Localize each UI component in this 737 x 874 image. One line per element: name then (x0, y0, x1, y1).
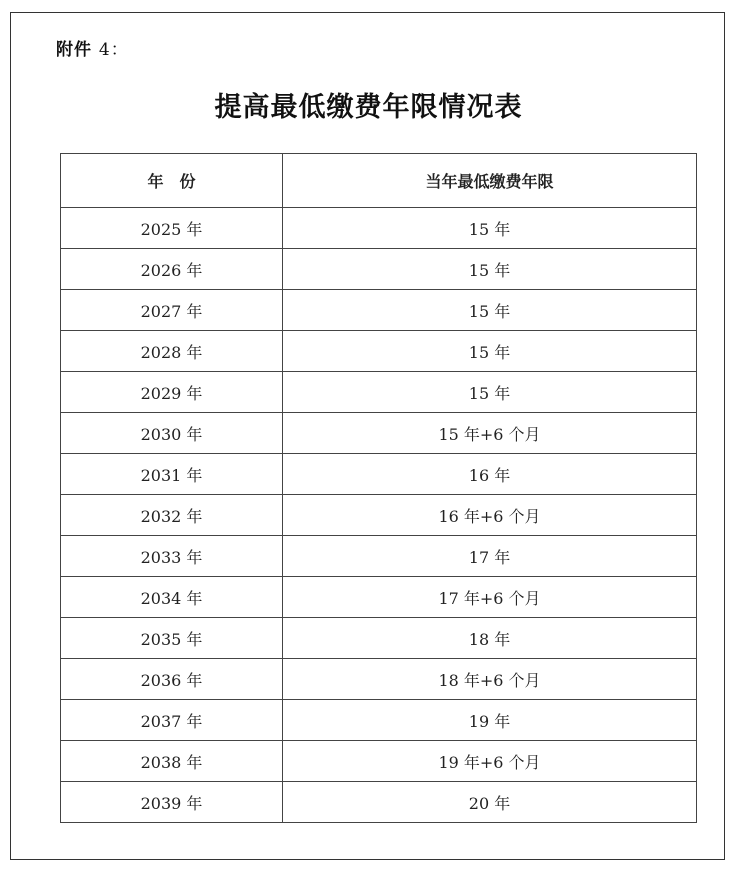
cell-min-years: 16 年 (283, 454, 697, 495)
table-row (61, 454, 697, 495)
cell-year: 2032 年 (61, 495, 283, 536)
cell-min-years: 15 年 (283, 290, 697, 331)
table-row (61, 618, 697, 659)
table-row (61, 495, 697, 536)
cell-year: 2034 年 (61, 577, 283, 618)
cell-min-years: 17 年+6 个月 (283, 577, 697, 618)
cell-min-years: 19 年 (283, 700, 697, 741)
cell-min-years: 16 年+6 个月 (283, 495, 697, 536)
cell-min-years: 20 年 (283, 782, 697, 823)
cell-min-years: 15 年+6 个月 (283, 413, 697, 454)
cell-year: 2030 年 (61, 413, 283, 454)
page-title: 提高最低缴费年限情况表 (214, 92, 523, 123)
cell-year: 2036 年 (61, 659, 283, 700)
table-row (61, 290, 697, 331)
cell-year: 2039 年 (61, 782, 283, 823)
header-year: 年 份 (61, 154, 283, 208)
attachment-label-text: 附件 (56, 40, 92, 60)
cell-min-years: 18 年+6 个月 (283, 659, 697, 700)
table-row (61, 536, 697, 577)
attachment-label (56, 35, 129, 60)
table-header-row (61, 154, 697, 208)
table-row (61, 208, 697, 249)
cell-min-years: 15 年 (283, 331, 697, 372)
table-row (61, 782, 697, 823)
cell-year: 2033 年 (61, 536, 283, 577)
cell-year: 2035 年 (61, 618, 283, 659)
table-body (61, 208, 697, 823)
cell-min-years: 15 年 (283, 372, 697, 413)
table-row (61, 249, 697, 290)
cell-min-years: 15 年 (283, 208, 697, 249)
document-page (10, 12, 725, 860)
cell-year: 2027 年 (61, 290, 283, 331)
table-row (61, 700, 697, 741)
cell-year: 2038 年 (61, 741, 283, 782)
table-row (61, 331, 697, 372)
table-row (61, 577, 697, 618)
cell-min-years: 19 年+6 个月 (283, 741, 697, 782)
header-min-years: 当年最低缴费年限 (283, 154, 697, 208)
cell-year: 2026 年 (61, 249, 283, 290)
contribution-years-table (60, 153, 697, 823)
cell-year: 2031 年 (61, 454, 283, 495)
table-row (61, 659, 697, 700)
cell-year: 2037 年 (61, 700, 283, 741)
cell-year: 2029 年 (61, 372, 283, 413)
table-row (61, 372, 697, 413)
cell-min-years: 17 年 (283, 536, 697, 577)
table-row (61, 741, 697, 782)
cell-min-years: 15 年 (283, 249, 697, 290)
attachment-number: 4： (98, 40, 129, 60)
cell-min-years: 18 年 (283, 618, 697, 659)
cell-year: 2025 年 (61, 208, 283, 249)
table-row (61, 413, 697, 454)
cell-year: 2028 年 (61, 331, 283, 372)
